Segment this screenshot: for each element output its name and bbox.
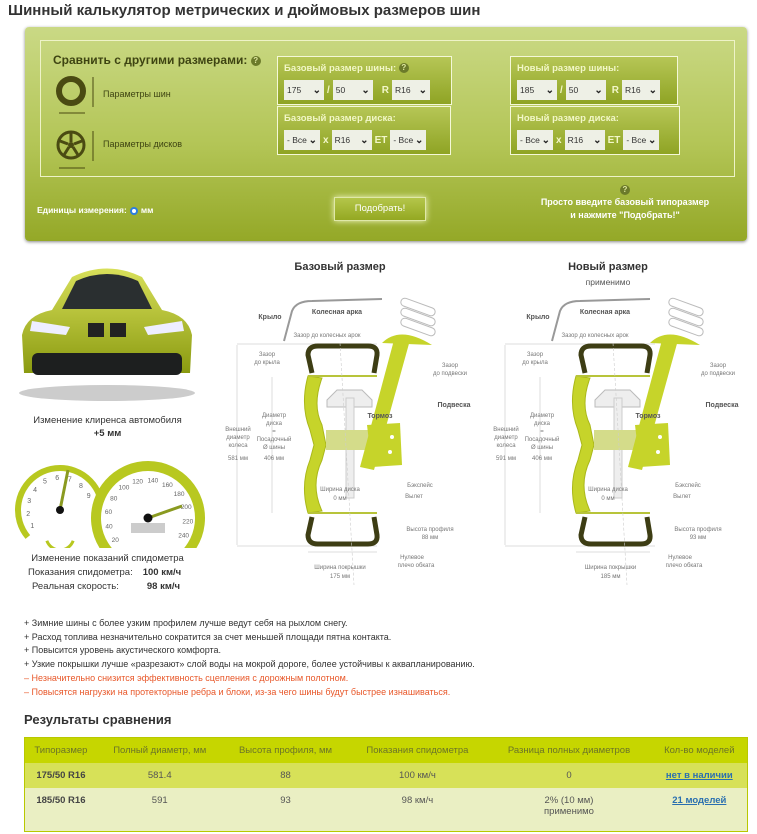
speed-tick: 60 [104,509,113,517]
chevron-down-icon: ⌄ [647,134,657,146]
col-diameter: Полный диаметр, мм [97,738,223,763]
diagram-svg [222,255,489,585]
diagram-label: до подвески [701,371,735,377]
diagram-label: 88 мм [421,535,439,541]
clearance-value: +5 мм [93,428,122,439]
tach-tick: 2 [26,510,31,518]
chevron-down-icon: ⌄ [414,134,424,146]
speed-tick: 200 [180,503,192,511]
models-link[interactable]: нет в наличии [665,769,733,781]
table-header [25,738,748,763]
diagram-label: диаметр [226,435,250,441]
chevron-down-icon: ⌄ [418,84,428,96]
diagram-label: Новый размер [568,261,648,273]
chevron-down-icon: ⌄ [308,134,317,146]
diagram-label: Зазор [258,352,276,358]
tire-params-label: Параметры шин [103,89,171,99]
note-item: + Зимние шины с более узким профилем лучше ведут себя на рыхлом снегу. [24,618,348,628]
new-size-diagram [490,255,757,590]
new-tire-profile-select[interactable]: 50 ⌄ [566,80,606,100]
new-tire-width-select[interactable]: 185 ⌄ [517,80,557,100]
speed-tick: 160 [161,481,173,489]
new-tire-radius-select[interactable]: R16 ⌄ [622,80,660,100]
diagram-label: Подвеска [705,402,739,409]
new-disc-diameter-select[interactable]: R16 ⌄ [565,130,605,150]
disc-icon [58,131,93,168]
submit-button[interactable]: Подобрать! [334,197,426,221]
clearance-label: Изменение клиренса автомобиля [33,415,182,426]
table-row: 175/50 R16 581.4 88 100 км/ч 0 нет в наличии [25,763,748,788]
diagram-label: Тормоз [367,413,393,420]
diagram-label: Зазор [441,363,459,369]
diagram-label: = [272,429,276,435]
col-profile: Высота профиля, мм [223,738,349,763]
new-tire-box: Новый размер шины: 185 ⌄ / 50 ⌄ R R16 ⌄ [510,56,678,105]
car-image [12,255,202,405]
gauges [8,448,213,548]
diagram-label: Вылет [673,494,691,500]
diagram-label: Подвеска [437,402,471,409]
compare-title: Сравнить с другими размерами: ? [53,53,261,67]
base-tire-profile-select[interactable]: 50 ⌄ [333,80,373,100]
diagram-label: Посадочный [524,437,560,443]
notes-list [24,617,475,699]
diagram-label: Посадочный [256,437,292,443]
units-setting: Единицы измерения: мм [37,205,154,215]
diagram-label: 93 мм [689,535,707,541]
speed-tick: 220 [182,518,194,526]
diagram-label: Диаметр [261,413,287,419]
tach-needle [60,470,68,510]
diagram-label: Зазор [709,363,727,369]
page-title: Шинный калькулятор метрических и дюймовых размеров шин [8,2,481,19]
diagram-label: Нулевое [400,555,424,561]
help-icon[interactable]: ? [251,56,261,66]
diagram-label: Ширина диска [588,487,628,493]
tach-tick: 6 [55,475,60,483]
tach-tick: 9 [86,492,91,500]
base-size-diagram [222,255,489,590]
col-size: Типоразмер [25,738,97,763]
note-item: + Узкие покрышки лучше «разрезают» слой воды на мокрой дороге, более устойчивы к аквапланированию. [24,659,475,670]
new-disc-box: Новый размер диска: - Все ⌄ x R16 ⌄ ET - Все ⌄ [510,106,680,155]
diagram-label: до крыла [522,360,548,366]
chevron-down-icon: ⌄ [545,84,554,96]
chevron-down-icon: ⌄ [360,134,369,146]
spring [400,297,437,337]
diagram-label: Тормоз [635,413,661,420]
chevron-down-icon: ⌄ [594,84,603,96]
speedo-shown: Показания спидометра: 100 км/ч [28,567,182,578]
diagram-label: Внешний [493,427,519,433]
diagram-label: Вылет [405,494,423,500]
diagram-label: Ширина покрышки [584,565,637,571]
speedo-real: Реальная скорость: 98 км/ч [32,581,181,592]
tach-tick: 4 [33,486,38,494]
diagram-label: Ширина покрышки [314,565,366,571]
speed-tick: 180 [173,491,185,499]
spring [668,297,705,337]
diagram-label: 0 мм [601,496,615,502]
speed-tick: 140 [147,477,159,485]
col-diff: Разница полных диаметров [486,738,651,763]
diagram-label: Внешний [225,427,251,433]
results-title: Результаты сравнения [24,712,172,727]
diagram-label: Ø шины [530,445,554,451]
chevron-down-icon: ⌄ [648,84,658,96]
diagram-label: Зазор до колесных арок [293,333,361,339]
diagram-label: до подвески [433,371,467,377]
note-item: + Расход топлива незначительно сократится за счет меньшей площади пятна контакта. [24,631,392,642]
speed-tick: 100 [118,484,130,492]
diagram-label: применимо [585,277,631,287]
diagram-label: 591 мм [496,456,516,462]
diagram-label: 581 мм [228,456,248,462]
chevron-down-icon: ⌄ [541,134,550,146]
diagram-label: 406 мм [532,456,552,462]
tach-tick: 1 [30,523,35,530]
diagram-label: диска [266,421,282,427]
speed-tick: 40 [105,523,113,531]
note-item: – Повысятся нагрузки на протекторные ребра и блоки, из-за чего шины будут быстрее изнашиваться. [24,686,451,697]
speed-tick: 240 [178,532,190,540]
diagram-label: колеса [228,443,248,449]
tire-icon [59,77,93,113]
col-models: Кол-во моделей [652,738,748,763]
chevron-down-icon: ⌄ [312,84,321,96]
results-table [24,737,748,832]
diagram-label: Колесная арка [311,309,363,316]
diagram-svg [490,255,757,585]
tire-disc-icons [53,75,101,185]
base-disc-box: Базовый размер диска: - Все ⌄ x R16 ⌄ ET - Все ⌄ [277,106,451,155]
diagram-label: Зазор [526,352,544,358]
models-link[interactable]: 21 моделей [672,794,727,806]
calculator-panel [25,27,747,241]
speed-tick: 120 [132,478,144,486]
diagram-label: колеса [496,443,516,449]
diagram-label: 406 мм [264,456,284,462]
col-speedo: Показания спидометра [348,738,486,763]
tach-tick: 3 [27,498,32,506]
chevron-down-icon: ⌄ [593,134,602,146]
diagram-label: Ø шины [262,445,286,451]
diagram-label: Диаметр [529,413,555,419]
note-item: – Незначительно снизится эффективность сцепления с дорожным полотном. [24,672,349,683]
diagram-label: диска [534,421,550,427]
diagram-label: 0 мм [333,496,347,502]
diagram-label: Базовый размер [294,261,386,273]
diagram-label: Бэкспейс [407,483,433,489]
diagram-label: плечо обката [397,563,435,569]
disc-params-label: Параметры дисков [103,139,183,149]
help-icon[interactable]: ? [620,185,630,195]
diagram-label: Нулевое [668,555,692,561]
speed-needle [148,506,182,518]
base-disc-et-select[interactable]: - Все ⌄ [390,130,426,150]
diagram-label: плечо обката [665,563,703,569]
diagram-label: Высота профиля [674,527,722,533]
base-tire-width-select[interactable]: 175 ⌄ [284,80,324,100]
speedo-title: Изменение показаний спидометра [31,553,184,564]
tach-tick: 7 [67,476,72,484]
diagram-label: Высота профиля [406,527,454,533]
base-disc-width-select[interactable]: - Все ⌄ [284,130,320,150]
note-item: + Повысится уровень акустического комфорта. [24,645,222,656]
diagram-label: Зазор до колесных арок [561,333,629,339]
speed-tick: 80 [110,495,118,503]
diagram-label: диаметр [494,435,518,441]
base-tire-box: Базовый размер шины: ? 175 ⌄ / 50 ⌄ R R16 ⌄ [277,56,452,105]
units-radio-mm[interactable] [130,207,138,215]
diagram-label: 185 мм [600,574,621,580]
table-row: 185/50 R16 591 93 98 км/ч 2% (10 мм) применимо 21 моделей [25,788,748,832]
compare-box [40,40,735,177]
help-icon[interactable]: ? [399,63,409,73]
base-disc-diameter-select[interactable]: R16 ⌄ [332,130,372,150]
diagram-label: Крыло [526,314,550,321]
tach-tick: 5 [43,478,47,486]
new-disc-width-select[interactable]: - Все ⌄ [517,130,553,150]
diagram-label: Колесная арка [579,309,631,316]
diagram-label: Крыло [258,314,282,321]
diagram-label: 175 мм [330,574,350,580]
base-tire-radius-select[interactable]: R16 ⌄ [392,80,430,100]
diagram-label: Бэкспейс [675,483,701,489]
hint: ? Просто введите базовый типоразмер и нажмите "Подобрать!" [540,184,710,220]
speed-tick: 20 [111,536,119,544]
chevron-down-icon: ⌄ [361,84,370,96]
diagram-label: до крыла [254,360,280,366]
diagram-label: = [540,429,544,435]
tach-tick: 8 [79,482,83,490]
diagram-label: Ширина диска [320,487,360,493]
new-disc-et-select[interactable]: - Все ⌄ [623,130,659,150]
